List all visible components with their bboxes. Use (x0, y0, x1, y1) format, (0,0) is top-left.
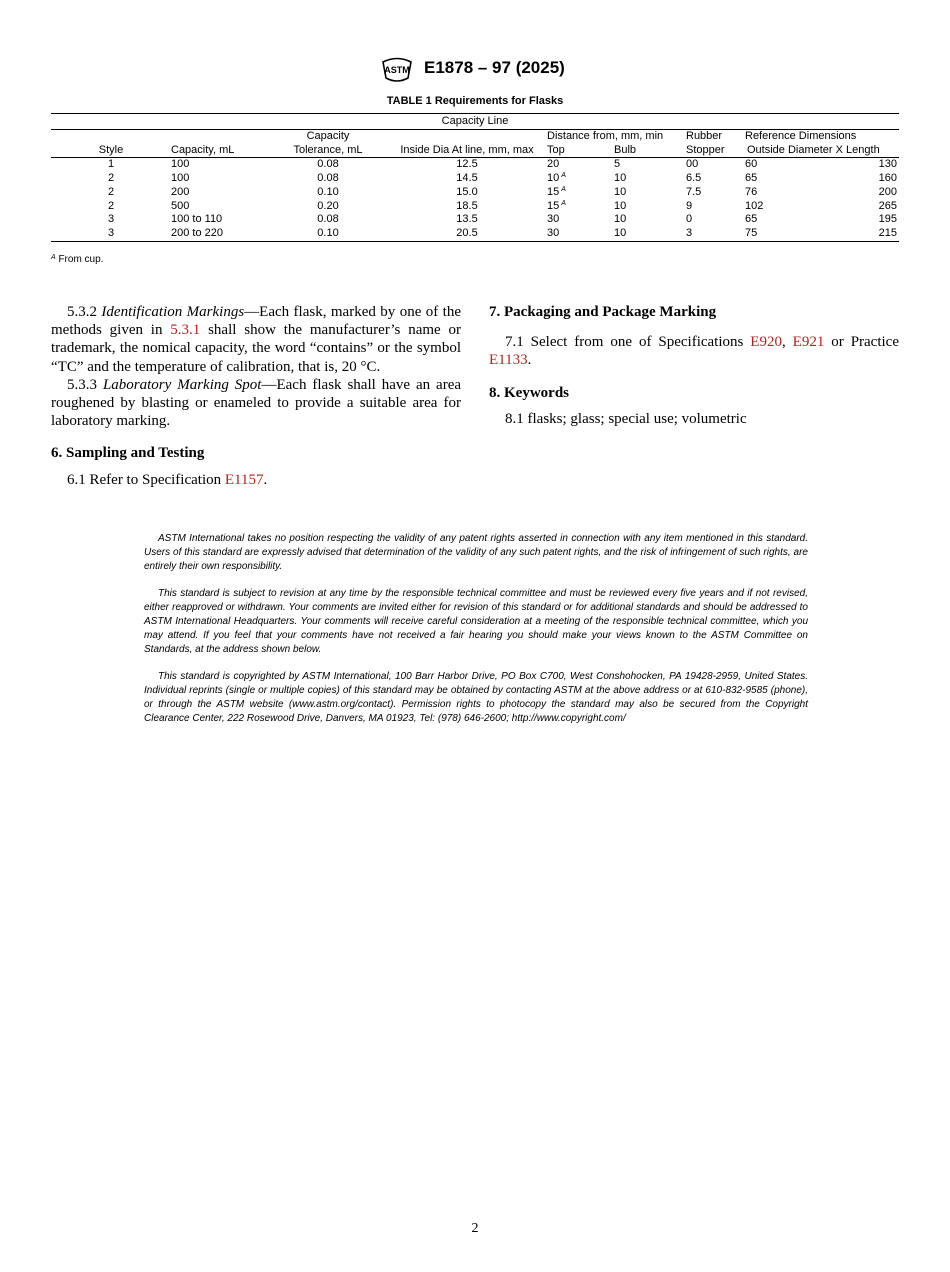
footnote-ref: A (561, 185, 566, 193)
cell-value: 100 to 110 (171, 213, 223, 226)
header-style: Style (51, 144, 171, 158)
paragraph-8-1: 8.1 flasks; glass; special use; volumetric (505, 410, 747, 427)
cell-tolerance (269, 227, 387, 241)
cell-stopper (686, 213, 745, 227)
cell-value: 10 (614, 213, 627, 226)
cell-od (745, 186, 829, 200)
cell-capacity (171, 186, 269, 200)
cell-bulb (614, 158, 686, 172)
cell-tolerance (269, 213, 387, 227)
notice-patent: ASTM International takes no position respecting the validity of any patent rights asserted in connection with any item mentioned in this standard. Users of this standard are expressly advised that determination of the validity of any such patent rights, and the risk of infringement of such rights, are entirely their own responsibility. (144, 533, 808, 572)
cell-style (51, 158, 171, 172)
cell-value: 102 (745, 199, 764, 212)
cell-od (745, 172, 829, 186)
cell-value: 12.5 (456, 158, 478, 171)
header-tolerance-line2: Tolerance, mL (269, 144, 387, 158)
footnote-ref: A (561, 172, 566, 180)
cell-value: 15 (547, 199, 560, 212)
cell-length (829, 158, 899, 172)
cell-bulb (614, 213, 686, 227)
right-column (489, 303, 899, 428)
cell-style (51, 172, 171, 186)
cell-value: 200 (878, 185, 897, 198)
cell-value: 2 (107, 199, 115, 212)
table-row (51, 213, 899, 227)
cell-top (547, 213, 614, 227)
cell-style (51, 213, 171, 227)
cell-length (829, 186, 899, 200)
cell-value: 0.08 (317, 213, 339, 226)
cell-style (51, 186, 171, 200)
footnote-mark: A (51, 254, 56, 261)
paragraph-5-3-3 (51, 376, 461, 431)
cell-value: 9 (686, 199, 693, 212)
table-row (51, 172, 899, 186)
cell-value: 0.20 (317, 199, 339, 212)
cell-stopper (686, 227, 745, 241)
cell-value: 30 (547, 213, 560, 226)
cell-tolerance (269, 200, 387, 214)
header-stopper-line1: Rubber (686, 130, 723, 142)
cell-bulb (614, 172, 686, 186)
cell-value: 130 (878, 158, 897, 171)
paragraph-title: Identification Markings (101, 304, 245, 320)
capacity-line-label: Capacity Line (51, 114, 899, 130)
cell-value: 200 (171, 185, 190, 198)
paragraph-text: —Each flask shall have an area roughened by blasting or enameled to provide a suitable area for laboratory marking. (51, 376, 462, 430)
cell-capacity (171, 227, 269, 241)
table-row (51, 186, 899, 200)
cell-value: 65 (745, 213, 758, 226)
cell-value: 215 (878, 226, 897, 239)
notice-revision: This standard is subject to revision at any time by the responsible technical committee and must be reviewed every five years and if not revised, either reapproved or withdrawn. Your comments are invited either for revision of this standard or for additional standards and should be addressed to ASTM International Headquarters. Your comments will receive careful consideration at a meeting of the responsible technical committee, which you may attend. If you feel that your comments have not received a fair hearing you should make your views known to the ASTM Committee on Standards, at the address shown below. (144, 588, 808, 655)
cell-value: 15.0 (456, 185, 478, 198)
paragraph-text: 6.1 Refer to Specification (67, 471, 225, 488)
cell-capacity (171, 158, 269, 172)
header-stopper-line2: Stopper (686, 144, 745, 158)
paragraph-6-1 (51, 471, 461, 489)
cell-value: 15 (547, 185, 560, 198)
cell-length (829, 227, 899, 241)
cell-value: 10 (614, 199, 627, 212)
cell-inside-dia (387, 158, 547, 172)
cell-od (745, 213, 829, 227)
header-tolerance-line1: Capacity (306, 130, 350, 142)
cell-top (547, 186, 614, 200)
cell-tolerance (269, 172, 387, 186)
section-6-heading: 6. Sampling and Testing (51, 445, 205, 462)
paragraph-text: . (263, 471, 268, 488)
cell-value: 75 (745, 226, 758, 239)
header-capacity: Capacity, mL (171, 144, 269, 158)
cell-value: 7.5 (686, 185, 702, 198)
cell-value: 10 (614, 185, 627, 198)
cell-value: 500 (171, 199, 190, 212)
header-bulb: Bulb (614, 144, 686, 158)
cell-value: 0 (686, 213, 693, 226)
cell-value: 5 (614, 158, 621, 171)
ref-link-5-3-1[interactable]: 5.3.1 (170, 322, 201, 339)
cell-value: 20.5 (456, 226, 478, 239)
cell-value: 100 (171, 172, 190, 185)
cell-value: 10 (614, 226, 627, 239)
header-inside-dia: Inside Dia At line, mm, max (387, 144, 547, 158)
cell-inside-dia (387, 200, 547, 214)
cell-value: 18.5 (456, 199, 478, 212)
cell-value: 10 (614, 172, 627, 185)
cell-stopper (686, 158, 745, 172)
footnote-ref: A (561, 199, 566, 207)
cell-value: 0.10 (317, 185, 339, 198)
header-top: Top (547, 144, 614, 158)
cell-value: 6.5 (686, 172, 702, 185)
cell-top (547, 172, 614, 186)
table-row (51, 158, 899, 172)
cell-capacity (171, 200, 269, 214)
cell-tolerance (269, 186, 387, 200)
cell-tolerance (269, 158, 387, 172)
table-body (51, 158, 899, 241)
cell-stopper (686, 186, 745, 200)
cell-value: 2 (107, 185, 115, 198)
cell-top (547, 227, 614, 241)
paragraph-text: 7.1 Select from one of Specifications (505, 334, 751, 351)
cell-value: 20 (547, 158, 560, 171)
cell-capacity (171, 213, 269, 227)
cell-value: 13.5 (456, 213, 478, 226)
cell-value: 00 (686, 158, 699, 171)
cell-style (51, 200, 171, 214)
cell-inside-dia (387, 186, 547, 200)
cell-value: 1 (107, 158, 115, 171)
paragraph-5-3-2 (51, 303, 461, 376)
cell-bulb (614, 186, 686, 200)
cell-value: 0.08 (317, 158, 339, 171)
ref-link-e1157[interactable]: E1157 (224, 471, 264, 488)
cell-value: 0.08 (317, 172, 339, 185)
paragraph-number: 5.3.3 (67, 376, 103, 393)
header-ref-dims-line1: Reference Dimensions (745, 130, 857, 142)
table-footnote (51, 254, 103, 265)
cell-value: 195 (878, 213, 897, 226)
cell-bulb (614, 200, 686, 214)
ref-link-e921[interactable]: E921 (792, 334, 825, 351)
cell-value: 3 (686, 226, 693, 239)
cell-value: 160 (878, 172, 897, 185)
cell-value: 14.5 (456, 172, 478, 185)
cell-value: 65 (745, 172, 758, 185)
header-distance-group: Distance from, mm, min (547, 130, 664, 142)
cell-top (547, 200, 614, 214)
table-row (51, 227, 899, 241)
cell-value: 3 (107, 213, 115, 226)
paragraph-text: —Each flask, marked by one of the methods given in (51, 304, 462, 339)
notice-copyright: This standard is copyrighted by ASTM International, 100 Barr Harbor Drive, PO Box C700, West Conshohocken, PA 19428-2959, United States. Individual reprints (single or multiple copies) of this standard may be obtained by contacting ASTM at the above address or at 610-832-9585 (phone), or through the ASTM website (www.astm.org/contact). Permission rights to photocopy the standard may also be secured from the Copyright Clearance Center, 222 Rosewood Drive, Danvers, MA 01923, Tel: (978) 646-2600; http://www.copyright.com/ (144, 671, 808, 724)
table-title: TABLE 1 Requirements for Flasks (386, 95, 564, 107)
cell-od (745, 227, 829, 241)
cell-top (547, 158, 614, 172)
cell-od (745, 158, 829, 172)
cell-value: 10 (547, 172, 560, 185)
cell-value: 3 (107, 226, 115, 239)
cell-inside-dia (387, 213, 547, 227)
cell-value: 0.10 (317, 226, 339, 239)
cell-bulb (614, 227, 686, 241)
cell-inside-dia (387, 227, 547, 241)
astm-logo-text: ASTM (384, 65, 410, 75)
footnote-text: From cup. (55, 254, 104, 265)
legal-notices (144, 532, 808, 740)
cell-length (829, 172, 899, 186)
page-header (0, 52, 950, 86)
cell-value: 2 (107, 172, 115, 185)
cell-capacity (171, 172, 269, 186)
paragraph-text: . (527, 352, 532, 369)
cell-stopper (686, 200, 745, 214)
paragraph-number: 5.3.2 (67, 304, 102, 320)
cell-stopper (686, 172, 745, 186)
cell-length (829, 200, 899, 214)
paragraph-7-1 (489, 333, 899, 369)
designation: E1878 – 97 (2025) (424, 58, 565, 77)
cell-value: 200 to 220 (171, 226, 223, 239)
cell-value: 100 (171, 158, 190, 171)
ref-link-e1133[interactable]: E1133 (489, 352, 528, 369)
table-row (51, 200, 899, 214)
cell-value: 60 (745, 158, 758, 171)
cell-value: 265 (878, 199, 897, 212)
requirements-table (51, 113, 899, 242)
cell-od (745, 200, 829, 214)
section-8-heading: 8. Keywords (489, 384, 569, 401)
paragraph-text: shall show the manufacturer’s name or trademark, the nomical capacity, the word “contains” or the symbol “TC” and the temperature of calibration, that is, 20 °C. (51, 322, 461, 375)
cell-length (829, 213, 899, 227)
cell-value: 30 (547, 226, 560, 239)
astm-logo (380, 52, 414, 86)
header-ref-dims-line2: Outside Diameter X Length (745, 144, 899, 158)
left-column (51, 303, 461, 489)
paragraph-text: , (781, 334, 793, 351)
paragraph-title: Laboratory Marking Spot (102, 376, 262, 393)
section-7-heading: 7. Packaging and Package Marking (489, 304, 717, 320)
cell-inside-dia (387, 172, 547, 186)
page-number: 2 (471, 1221, 479, 1236)
cell-style (51, 227, 171, 241)
cell-value: 76 (745, 185, 758, 198)
ref-link-e920[interactable]: E920 (750, 334, 782, 351)
paragraph-text: or Practice (824, 334, 899, 351)
